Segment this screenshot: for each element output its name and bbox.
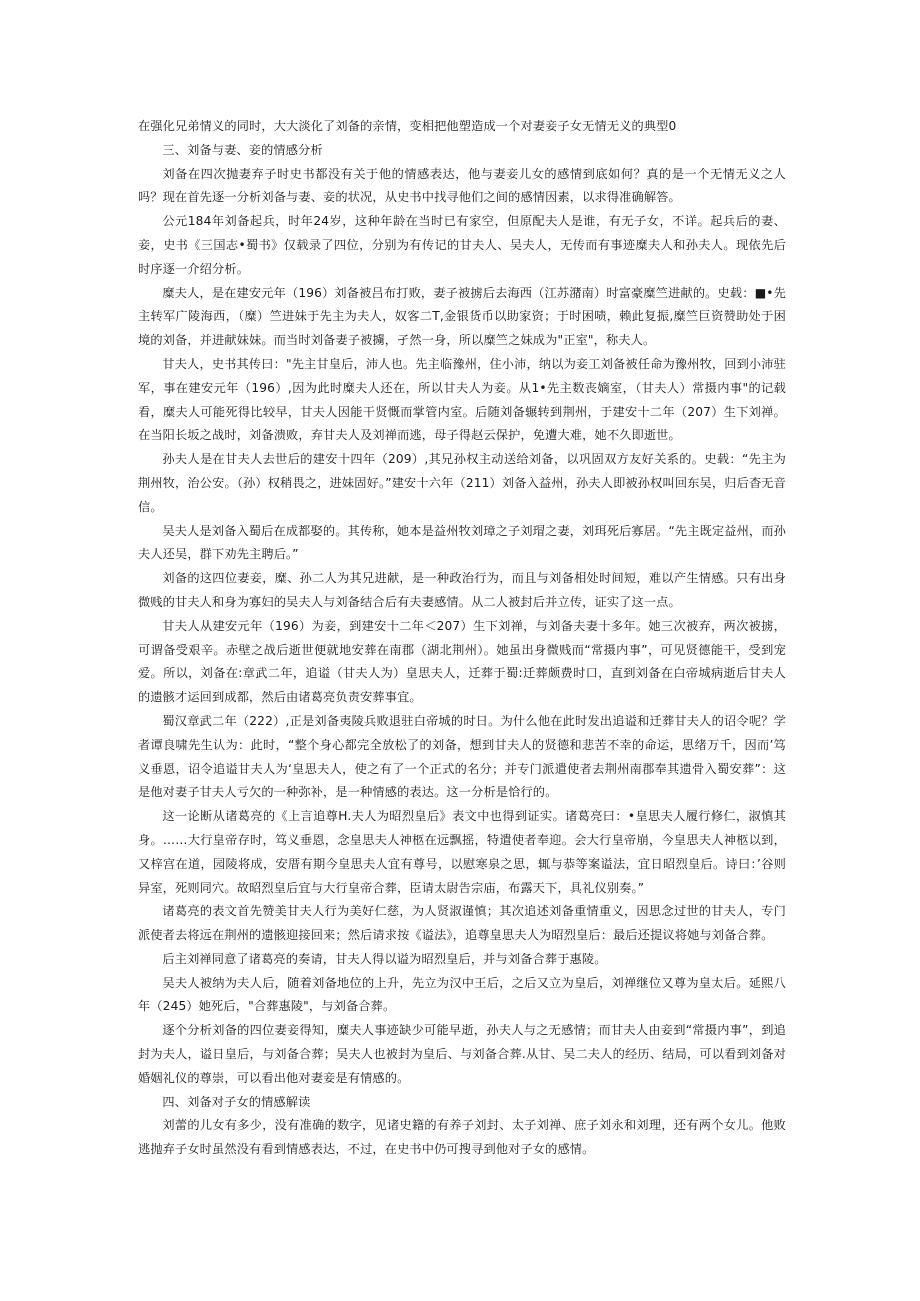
- paragraph-gan-furen: 甘夫人，史书其传曰："先主甘皇后，沛人也。先主临豫州，住小沛，纳以为妾工刘备被任命为豫州牧，回到小沛驻军，事在建安元年（196）,因为此时糜夫人还在，所以甘夫人为妾。从1•先主数丧嫡室，（甘夫人）常摄内事"的记载看，糜夫人可能死得比较早，甘夫人因能干贤慨而掌管内室。后随刘备辗转到荆州，于建安十二年（207）生下刘禅。在当阳长坂之战时，刘备溃败，弃甘夫人及刘禅而逃，母子得赵云保护，免遭大难，她不久即逝世。: [138, 356, 786, 443]
- paragraph: 后主刘禅同意了诸葛亮的奏请，甘夫人得以谥为昭烈皇后，并与刘备合葬于惠陵。: [162, 951, 607, 966]
- section-heading-three: 三、刘备与妻、妾的情感分析: [162, 142, 323, 157]
- document-body: [138, 115, 786, 1162]
- paragraph-sun-furen: 孙夫人是在甘夫人去世后的建安十四年（209）,其兄孙权主动送给刘备，以巩固双方友好关系的。史载：“先主为荆州牧，治公安。（孙）权稍畏之，进妹固好。”建安十六年（211）刘备入益州，孙夫人即被孙权叫回东吴，归后杳无音信。: [138, 452, 786, 514]
- paragraph: 这一论断从诸葛亮的《上言追尊H.夫人为昭烈皇后》表文中也得到证实。诸葛亮曰：•皇思夫人履行修仁，淑慎其身。……大行皇帝存时，笃义垂恩，念皇思夫人神柩在远飘摇，特遣使者奉迎。会大行皇帝崩，今皇思夫人神柩以到，又梓宫在道，园陵将成，安厝有期今皇思夫人宜有尊号，以慰寒泉之思，辄与恭等案谥法，宜日昭烈皇后。诗曰：’谷则异室，死则同穴。故昭烈皇后宜与大行皇帝合葬，臣请太尉告宗庙，布露天下，具礼仪别奏。”: [138, 809, 786, 895]
- paragraph: 吴夫人被纳为夫人后，随着刘备地位的上升，先立为汉中王后，之后又立为皇后，刘禅继位又尊为皇太后。延熙八年（245）她死后，"合葬惠陵"，与刘备合葬。: [138, 975, 786, 1014]
- paragraph: 刘备的这四位妻妾，糜、孙二人为其兄进献，是一种政治行为，而且与刘备相处时间短，难以产生情感。只有出身微贱的甘夫人和身为寡妇的吴夫人与刘备结合后有夫妻感情。从二人被封后并立传，证实了这一点。: [138, 571, 786, 609]
- paragraph: 诸葛亮的表文首先赞美甘夫人行为美好仁慈，为人贤淑谨慎；其次追述刘备重情重义，因思念过世的甘夫人，专门派使者去将远在荆州的遗骸迎接回来；然后请求按《谥法》，追尊皇思夫人为昭烈皇后：最后还提议将她与刘备合葬。: [138, 904, 786, 943]
- paragraph: 刘备在四次抛妻弃子时史书都没有关于他的情感表达，他与妻妾儿女的感情到底如何？真的是一个无情无义之人吗？现在首先逐一分析刘备与妻、妾的状况，从史书中找寻他们之间的感情因素，以求得准确解答。: [138, 166, 786, 205]
- paragraph-intro: 在强化兄弟情义的同时，大大淡化了刘备的亲情，变相把他塑造成一个对妻妾子女无情无义的典型0: [138, 119, 677, 133]
- paragraph-mi-furen: 糜夫人，是在建安元年（196）刘备被吕布打败，妻子被掳后去海西（江苏潴南）时富豪糜竺进献的。史载：■•先主转军广陵海西，（糜）竺进妹于先主为夫人，奴客二T,金银货币以助家资；于时困啧，赖此复振,糜竺巨资赞助处于困境的刘备，并进献妹妹。而当时刘备妻子被擄，孑然一身，所以糜竺之妹成为"正室"，称夫人。: [138, 285, 786, 348]
- paragraph: 逐个分析刘备的四位妻妾得知，糜夫人事迹缺少可能早逝，孙夫人与之无感情；而甘夫人由妾到“常摄内事”，到追封为夫人，谥日皇后，与刘备合葬；吴夫人也被封为皇后、与刘备合葬.从甘、吴二夫人的经历、结局，可以看到刘备对婚姻礼仪的尊崇，可以看出他对妻妾是有情感的。: [138, 1023, 786, 1085]
- paragraph: 刘蕾的儿女有多少，没有准确的数字，见诸史籍的有养子刘封、太子刘禅、庶子刘永和刘理，还有两个女儿。他败逃抛弃子女时虽然没有看到情感表达，不过，在史书中仍可搜寻到他对子女的感情。: [138, 1118, 786, 1157]
- paragraph: 甘夫人从建安元年（196）为妾，到建安十二年＜207）生下刘禅，与刘备夫妻十多年。她三次被弃，两次被掳，可谓备受艰辛。赤壁之战后逝世便就地安葬在南郡（湖北荆州）。她虽出身微贱而“常摄内事”，可见贤德能干，受到宠爱。所以，刘备在:章武二年，追谥（甘夫人为）皇思夫人，迁葬于蜀:迁葬颇费时口，直到刘备在白帝城病逝后甘夫人的遗骸才运回到成都，然后由诸葛亮负责安葬事宜。: [138, 618, 786, 705]
- section-heading-four: 四、刘备对子女的情感解读: [162, 1094, 311, 1109]
- paragraph: 蜀汉章武二年（222）,正是刘备夷陵兵败退驻白帝城的时日。为什么他在此时发出追谥和迁葬甘夫人的诏令呢？学者谭良啸先生认为：此时，“整个身心都完全放松了的刘备，想到甘夫人的贤德和悲苦不幸的命运，思绪万千，因而’笃义垂恩，诏令追谥甘夫人为‘皇思夫人，使之有了一个正式的名分；并专门派遣使者去荆州南郡奉其遗骨入蜀安葬”：这是他对妻子甘夫人亏欠的一种弥补，是一种情感的表达。这一分析是恰行的。: [138, 713, 786, 800]
- paragraph-wu-furen: 吴夫人是刘备入蜀后在成都娶的。其传称，她本是益州牧刘璋之子刘瑁之妻，刘珥死后寡居。“先主既定益州，而孙夫人还吴，群下劝先主聘后。”: [138, 523, 786, 562]
- paragraph: 公元184年刘备起兵，时年24岁，这种年龄在当时已有家空，但原配夫人是谁，有无子女，不详。起兵后的妻、妾，史书《三国志•蜀书》仅载录了四位，分别为有传记的甘夫人、吴夫人，无传而有事迹糜夫人和孙夫人。现依先后时序逐一介绍分析。: [138, 214, 786, 276]
